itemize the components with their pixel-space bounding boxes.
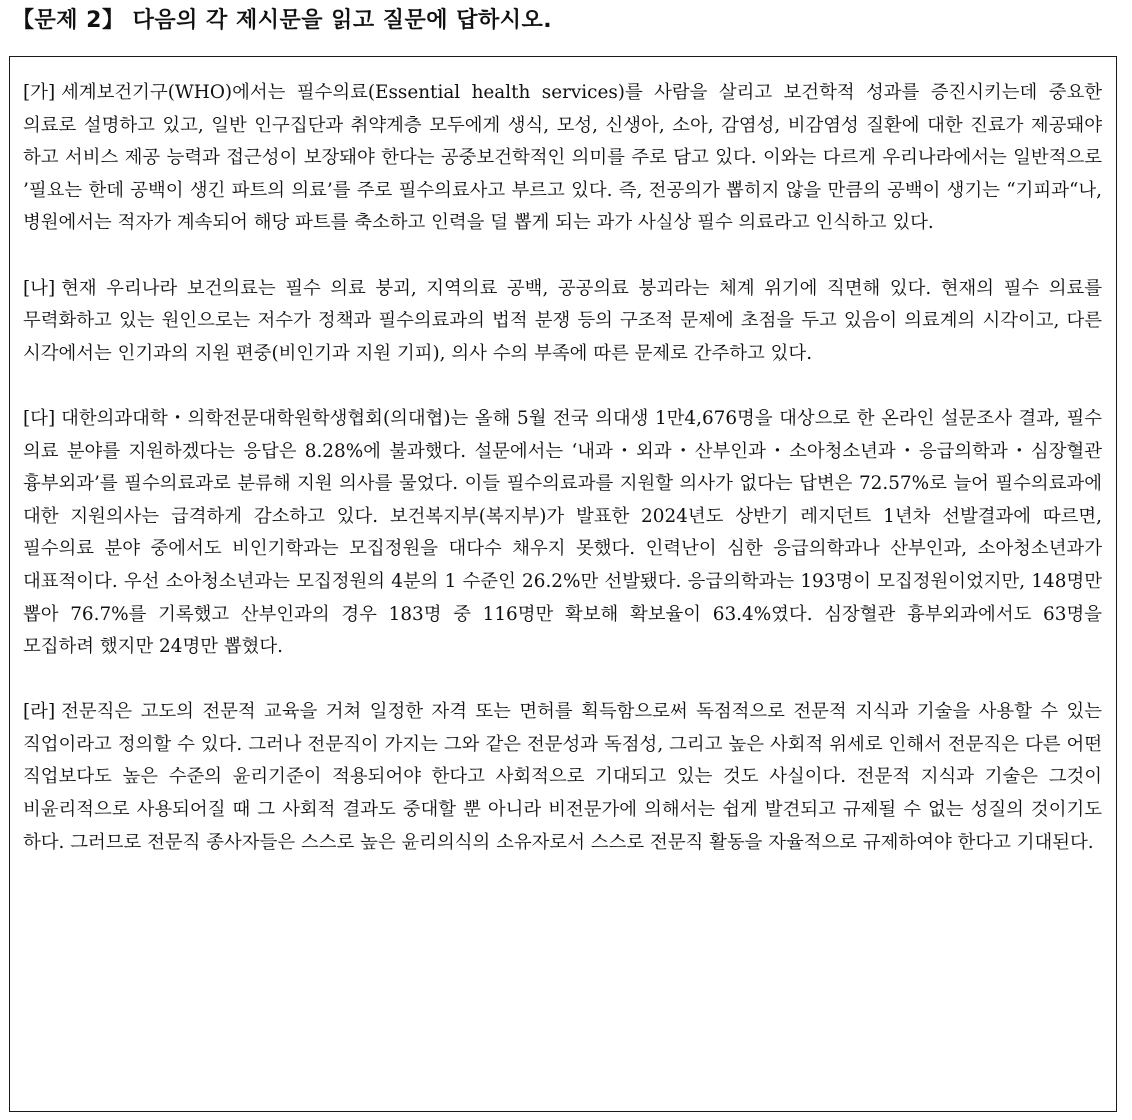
passage-text: 전문직은 고도의 전문적 교육을 거쳐 일정한 자격 또는 면허를 획득함으로써 독점적으로 전문적 지식과 기술을 사용할 수 있는 직업이라고 정의할 수 있다. 그러나 전문직이 가지는 그와 같은 전문성과 독점성, 그리고 높은 사회적 위세로 인해서 전문직은 다른 어떤 직업보다도 높은 수준의 윤리기준이 적용되어야 한다고 사회적으로 기대되고 있는 것도 사실이다. 전문적 지식과 기술은 그것이 비윤리적으로 사용되어질 때 그 사회적 결과도 중대할 뿐 아니라 비전문가에 의해서는 쉽게 발견되고 규제될 수 없는 성질의 것이기도 하다. 그러므로 전문직 종사자들은 스스로 높은 윤리의식의 소유자로서 스스로 전문직 활동을 자율적으로 규제하여야 한다고 기대된다. bbox=[23, 701, 1102, 853]
question-heading: 【문제 2】 다음의 각 제시문을 읽고 질문에 답하시오. bbox=[12, 8, 553, 33]
passage-da bbox=[23, 403, 1102, 664]
passage-na bbox=[23, 273, 1102, 371]
passage-text: 세계보건기구(WHO)에서는 필수의료(Essential health services)를 사람을 살리고 보건학적 성과를 증진시키는데 중요한 의료로 설명하고 있고, 일반 인구집단과 취약계층 모두에게 생식, 모성, 신생아, 소아, 감염성, 비감염성 질환에 대한 진료가 제공돼야 하고 서비스 제공 능력과 접근성이 보장돼야 한다는 공중보건학적인 의미를 주로 담고 있다. 이와는 다르게 우리나라에서는 일반적으로 ’필요는 한데 공백이 생긴 파트의 의료’를 주로 필수의료사고 부르고 있다. 즉, 전공의가 뽑히지 않을 만큼의 공백이 생기는 “기피과“나, 병원에서는 적자가 계속되어 해당 파트를 축소하고 인력을 덜 뽑게 되는 과가 사실상 필수 의료라고 인식하고 있다. bbox=[23, 82, 1102, 234]
passage-ga bbox=[23, 77, 1102, 240]
passage-text: 대한의과대학・의학전문대학원학생협회(의대협)는 올해 5월 전국 의대생 1만4,676명을 대상으로 한 온라인 설문조사 결과, 필수 의료 분야를 지원하겠다는 응답은 8.28%에 불과했다. 설문에서는 ‘내과・외과・산부인과・소아청소년과・응급의학과・심장혈관 흉부외과’를 필수의료과로 분류해 지원 의사를 물었다. 이들 필수의료과를 지원할 의사가 없다는 답변은 72.57%로 늘어 필수의료과에 대한 지원의사는 급격하게 감소하고 있다. 보건복지부(복지부)가 발표한 2024년도 상반기 레지던트 1년차 선발결과에 따르면, 필수의료 분야 중에서도 비인기학과는 모집정원을 대다수 채우지 못했다. 인력난이 심한 응급의학과나 산부인과, 소아청소년과가 대표적이다. 우선 소아청소년과는 모집정원의 4분의 1 수준인 26.2%만 선발됐다. 응급의학과는 193명이 모집정원이었지만, 148명만 뽑아 76.7%를 기록했고 산부인과의 경우 183명 중 116명만 확보해 확보율이 63.4%였다. 심장혈관 흉부외과에서도 63명을 모집하려 했지만 24명만 뽑혔다. bbox=[23, 407, 1102, 658]
passage-label: [나] bbox=[23, 277, 56, 299]
passage-label: [다] bbox=[23, 407, 56, 429]
passage-text: 현재 우리나라 보건의료는 필수 의료 붕괴, 지역의료 공백, 공공의료 붕괴라는 체계 위기에 직면해 있다. 현재의 필수 의료를 무력화하고 있는 원인으로는 저수가 정책과 필수의료과의 법적 분쟁 등의 구조적 문제에 초점을 두고 있음이 의료계의 시각이고, 다른 시각에서는 인기과의 지원 편중(비인기과 지원 기피), 의사 수의 부족에 따른 문제로 간주하고 있다. bbox=[23, 277, 1102, 364]
passage-box bbox=[9, 56, 1117, 1112]
passage-label: [라] bbox=[23, 701, 56, 723]
passage-ra bbox=[23, 696, 1102, 859]
passage-label: [가] bbox=[23, 82, 56, 103]
